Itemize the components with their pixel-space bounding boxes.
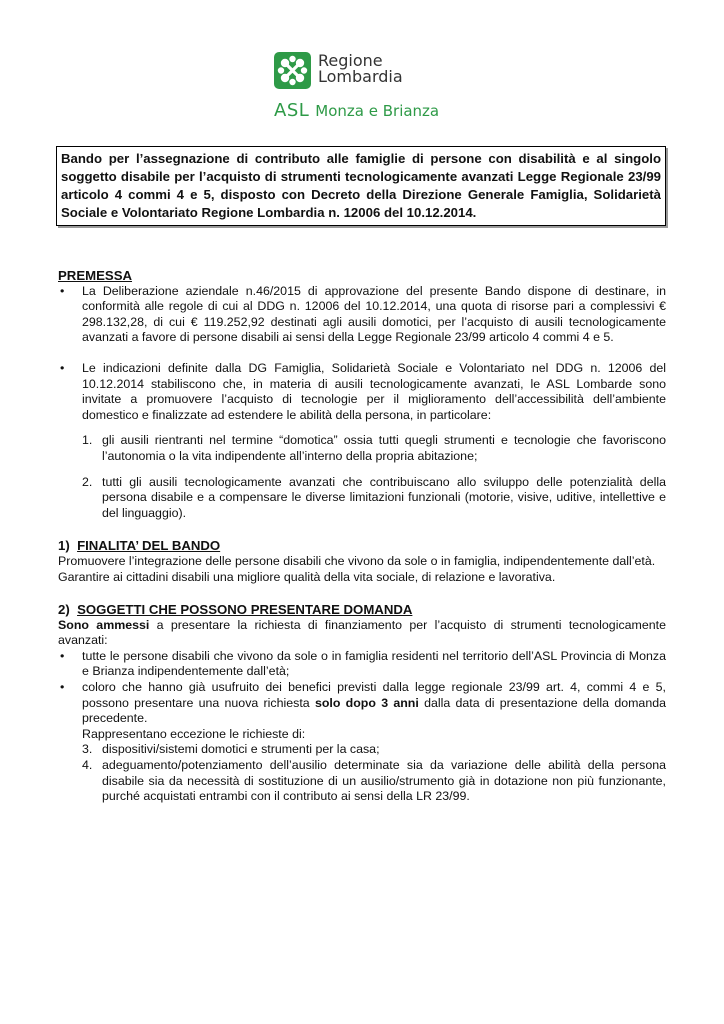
premessa-item-1-text: gli ausili rientranti nel termine “domotica” ossia tutti quegli strumenti e tecnologie che favoriscono l’autonomia o la vita indipendente all’interno della propria abitazione;: [102, 433, 666, 463]
section-2-intro: [58, 618, 666, 649]
section-2-heading: [58, 602, 666, 618]
bullet-icon: •: [60, 648, 65, 663]
section-1-paragraph-2: Garantire ai cittadini disabili una migliore qualità della vita sociale, di relazione e lavorativa.: [58, 569, 556, 584]
document-body: [58, 268, 666, 805]
section-2-intro-bold: Sono ammessi: [58, 617, 150, 632]
section-2-item-3-text: dispositivi/sistemi domotici e strumenti per la casa;: [102, 742, 380, 757]
bullet-icon: •: [60, 360, 65, 375]
section-2-bullet-2-bold: solo dopo 3 anni: [314, 695, 419, 710]
premessa-bullet-2-text: Le indicazioni definite dalla DG Famiglia, Solidarietà Sociale e Volontariato nel DDG n. 12006 del 10.12.2014 stabiliscono che, in materia di ausili tecnologicamente avanzati, le ASL Lombarde sono invitate a promuovere l’acquisto di tecnologie per il miglioramento dell’accessibilità dell’ambiente domestico e finalizzate ad estendere le abilità della persona, in particolare:: [82, 360, 666, 422]
bullet-icon: •: [60, 283, 65, 298]
bullet-icon: •: [60, 680, 65, 695]
premessa-bullet-1: [58, 284, 666, 346]
section-2-title: SOGGETTI CHE POSSONO PRESENTARE DOMANDA: [77, 602, 413, 618]
premessa-bullet-2: [58, 361, 666, 423]
section-2-item-3: [58, 742, 666, 758]
section-1-number: 1): [58, 538, 70, 554]
regione-lombardia-logo: [274, 52, 474, 122]
item-number: 4.: [82, 758, 93, 773]
asl-label: ASL: [274, 100, 310, 121]
item-number: 1.: [82, 433, 93, 448]
section-2-bullet-2-text-b: dalla data di presentazione della domanda precedente.: [82, 695, 666, 726]
asl-name: [274, 100, 439, 121]
section-1-paragraph-1: Promuovere l’integrazione delle persone disabili che vivono da sole o in famiglia, indipendentemente dall’età.: [58, 553, 656, 568]
section-2-bullet-1-text: tutte le persone disabili che vivono da sole o in famiglia residenti nel territorio dell’ASL Provincia di Monza e Brianza indipendentemente dall’età;: [82, 648, 666, 679]
rosa-camuna-icon: [274, 52, 311, 89]
section-2-number: 2): [58, 602, 70, 618]
logo-line2: Lombardia: [318, 67, 403, 86]
section-1-heading: [58, 538, 666, 554]
premessa-item-2-text: tutti gli ausili tecnologicamente avanzati che contribuiscano allo sviluppo delle potenzialità della persona disabile e a compensare le diverse limitazioni funzionali (motorie, visive, uditive, intellettive e del linguaggio).: [102, 474, 666, 520]
section-2-item-4-text: adeguamento/potenziamento dell’ausilio determinate sia da variazione delle abilità della persona disabile sia da necessità di sostituzione di un ausilio/strumento già in dotazione non più funzionante, purché acquistati entrambi con il contributo ai sensi della LR 23/99.: [102, 758, 666, 804]
logo-line1: Regione: [318, 51, 383, 70]
section-2-bullet-1: [58, 649, 666, 680]
premessa-item-2: [58, 475, 666, 522]
logo-name: [318, 53, 403, 85]
document-title: Bando per l’assegnazione di contributo alle famiglie di persone con disabilità e al singolo soggetto disabile per l’acquisto di strumenti tecnologicamente avanzati Legge Regionale 23/99 articolo 4 commi 4 e 5, disposto con Decreto della Direzione Generale Famiglia, Solidarietà Sociale e Volontariato Regione Lombardia n. 12006 del 10.12.2014.: [61, 151, 661, 220]
section-2-intro-text: a presentare la richiesta di finanziamento per l’acquisto di strumenti tecnologicamente avanzati:: [58, 617, 666, 648]
item-number: 3.: [82, 742, 93, 757]
section-2-exception: Rappresentano eccezione le richieste di:: [82, 726, 306, 741]
section-2-item-4: [58, 758, 666, 805]
premessa-heading: PREMESSA: [58, 268, 133, 283]
section-1-title: FINALITA’ DEL BANDO: [77, 538, 221, 554]
premessa-bullet-1-text: La Deliberazione aziendale n.46/2015 di approvazione del presente Bando dispone di destinare, in conformità alle regole di cui al DDG n. 12006 del 10.12.2014, una quota di risorse pari a complessivi € 298.132,28, di cui € 119.252,92 destinati agli ausili domotici, per l’acquisto di ausili tecnologicamente avanzati a favore di persone disabili ai sensi della Legge Regionale 23/99 articolo 4 commi 4 e 5.: [82, 283, 666, 345]
section-2-bullet-2: [58, 680, 666, 727]
title-box: [56, 146, 666, 226]
premessa-item-1: [58, 433, 666, 464]
item-number: 2.: [82, 474, 93, 489]
asl-area: Monza e Brianza: [315, 102, 440, 120]
section-2-bullet-2-text-a: coloro che hanno già usufruito dei benefici previsti dalla legge regionale 23/99 art. 4, commi 4 e 5, possono presentare una nuova richiesta: [82, 680, 666, 710]
